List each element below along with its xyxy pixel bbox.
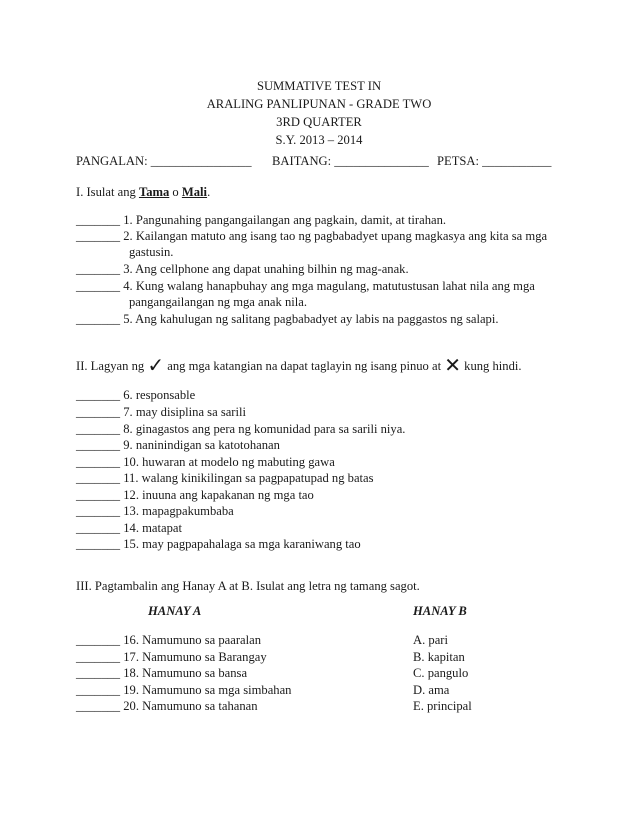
quarter-line: 3RD QUARTER [276, 115, 362, 129]
matching-item: _______ 18. Namumuno sa bansa [76, 666, 248, 680]
date-field: PETSA: ___________ [437, 154, 552, 168]
question-item-continuation: gastusin. [129, 245, 174, 259]
matching-item: _______ 17. Namumuno sa Barangay [76, 650, 267, 664]
question-item: _______ 2. Kailangan matuto ang isang tao ng pagbabadyet upang magkasya ang kita sa mga [76, 229, 548, 243]
name-field: PANGALAN: ________________ [76, 154, 252, 168]
school-year-line: S.Y. 2013 – 2014 [275, 133, 363, 147]
question-item: _______ 11. walang kinikilingan sa pagpapatupad ng batas [76, 471, 374, 485]
section2-intro-mid: ang mga katangian na dapat taglayin ng isang pinuo at [164, 359, 445, 373]
question-item-continuation: pangangailangan ng mga anak nila. [129, 295, 307, 309]
section3-instruction: III. Pagtambalin ang Hanay A at B. Isulat ang letra ng tamang sagot. [76, 579, 420, 593]
section1-intro-post: . [207, 185, 211, 199]
word-mali: Mali [181, 185, 208, 199]
question-item: _______ 14. matapat [76, 521, 182, 535]
grade-field: BAITANG: _______________ [272, 154, 429, 168]
column-b-header: HANAY B [413, 604, 467, 618]
word-or: o [169, 185, 182, 199]
title-line: SUMMATIVE TEST IN [256, 79, 382, 93]
question-item: _______ 4. Kung walang hanapbuhay ang mga magulang, matutustusan lahat nila ang mga [76, 279, 535, 293]
matching-item: _______ 16. Namumuno sa paaralan [76, 633, 262, 647]
cross-mark-icon: ✕ [444, 355, 462, 377]
subject-line: ARALING PANLIPUNAN - GRADE TWO [206, 97, 432, 111]
matching-choice: B. kapitan [413, 650, 465, 664]
question-item: _______ 12. inuuna ang kapakanan ng mga tao [76, 488, 314, 502]
question-item: _______ 10. huwaran at modelo ng mabuting gawa [76, 455, 335, 469]
matching-choice: D. ama [413, 683, 450, 697]
matching-choice: E. principal [413, 699, 472, 713]
check-mark-icon: ✓ [147, 355, 165, 377]
section2-intro-post: kung hindi. [461, 359, 522, 373]
question-item: _______ 7. may disiplina sa sarili [76, 405, 246, 419]
section1-intro-pre: I. Isulat ang [76, 185, 139, 199]
question-item: _______ 8. ginagastos ang pera ng komunidad para sa sarili niya. [76, 422, 406, 436]
matching-choice: A. pari [413, 633, 448, 647]
matching-choice: C. pangulo [413, 666, 469, 680]
column-a-header: HANAY A [148, 604, 202, 618]
section2-instruction [76, 355, 522, 377]
matching-item: _______ 19. Namumuno sa mga simbahan [76, 683, 292, 697]
question-item: _______ 6. responsable [76, 388, 196, 402]
question-item: _______ 3. Ang cellphone ang dapat unahing bilhin ng mag-anak. [76, 262, 409, 276]
question-item: _______ 1. Pangunahing pangangailangan ang pagkain, damit, at tirahan. [76, 213, 447, 227]
word-tama: Tama [138, 185, 170, 199]
question-item: _______ 15. may pagpapahalaga sa mga karaniwang tao [76, 537, 361, 551]
section2-intro-pre: II. Lagyan ng [76, 359, 148, 373]
section1-instruction [76, 184, 210, 201]
question-item: _______ 5. Ang kahulugan ng salitang pagbabadyet ay labis na paggastos ng salapi. [76, 312, 499, 326]
question-item: _______ 9. naninindigan sa katotohanan [76, 438, 280, 452]
matching-item: _______ 20. Namumuno sa tahanan [76, 699, 258, 713]
question-item: _______ 13. mapagpakumbaba [76, 504, 234, 518]
title-block [0, 77, 638, 149]
